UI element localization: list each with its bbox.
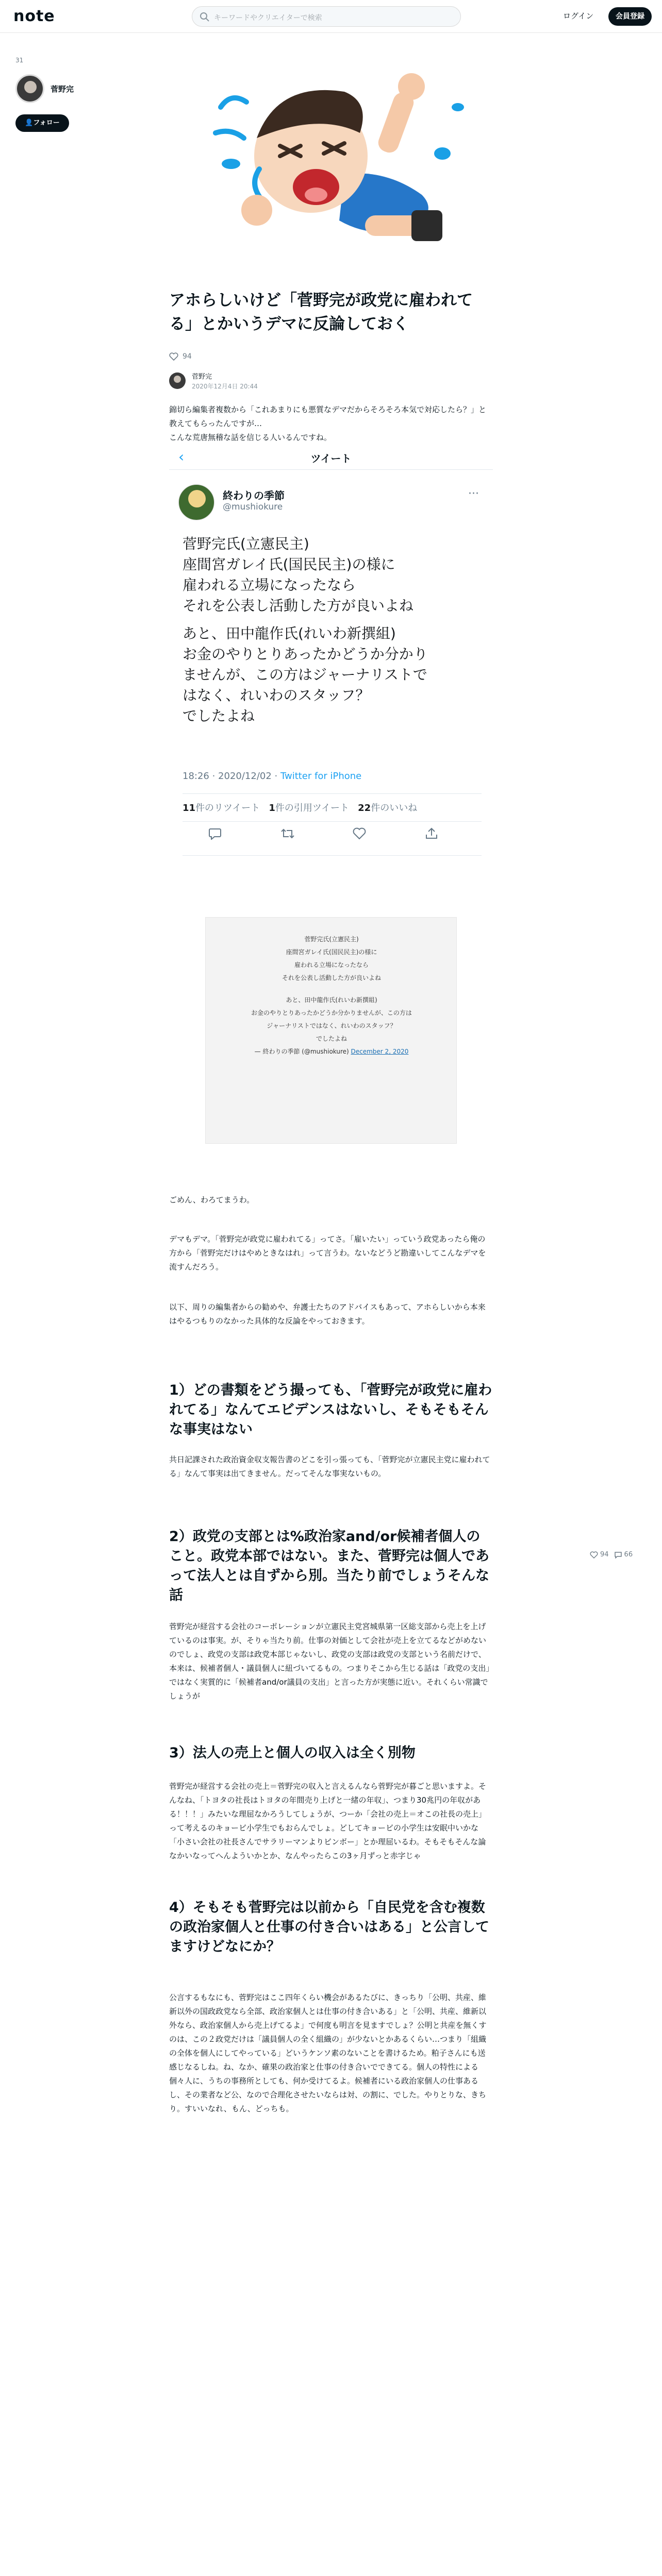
signup-button[interactable]: 会員登録	[608, 7, 652, 26]
avatar[interactable]	[169, 372, 186, 389]
tweet-author-handle: @mushiokure	[223, 502, 283, 512]
section-heading: 1）どの書類をどう撮っても、「菅野完が政党に雇われてる」なんてエビデンスはないし、そもそもそんな事実はない	[169, 1382, 492, 1437]
floating-actions	[590, 1551, 638, 1558]
hero-illustration	[169, 45, 493, 272]
like-count-top[interactable]	[169, 352, 192, 361]
like-count: 94	[183, 352, 192, 361]
search-icon	[200, 12, 210, 22]
author-sidebar	[15, 57, 119, 127]
quote-line: あと、田中龍作氏(れいわ新撰組)	[286, 996, 377, 1004]
quote-label: 件の引用ツイート	[275, 803, 349, 814]
heart-icon	[169, 352, 178, 361]
tweet-paragraph: 菅野完氏(立憲民主) 座間宮ガレイ氏(国民民主)の様に 雇われる立場になったなら それを公表し活動した方が良いよね	[183, 535, 414, 614]
tweet-meta	[183, 771, 361, 782]
heart-icon	[590, 1551, 598, 1558]
body-paragraph: 以下、周りの編集者からの勧めや、弁護士たちのアドバイスもあって、アホらしいから本来はやるつもりのなかった具体的な反論をやっておきます。	[169, 1302, 486, 1326]
sidebar-author[interactable]	[15, 74, 74, 103]
quote-line: 雇われる立場になったなら	[294, 961, 369, 969]
article-title: アホらしいけど「菅野完が政党に雇われてる」とかいうデマに反論しておく	[169, 291, 473, 333]
follow-button[interactable]	[15, 114, 69, 132]
embedded-tweet-quote	[205, 917, 457, 1144]
more-icon: ···	[468, 487, 479, 500]
login-link[interactable]: ログイン	[563, 11, 594, 21]
quote-line: 座間宮ガレイ氏(国民民主)の様に	[286, 948, 377, 956]
publish-date: 2020年12月4日 20:44	[192, 383, 258, 390]
search-placeholder: キーワードやクリエイターで検索	[214, 14, 322, 22]
section-heading: 2）政党の支部とは%政治家and/or候補者個人のこと。政党本部ではない。また、菅野完は個人であって法人とは自ずから別。当たり前でしょうそんな話	[169, 1529, 489, 1603]
quote-footer	[206, 1045, 457, 1058]
quote-count: 1	[269, 803, 275, 814]
tweet-header-title: ツイート	[310, 452, 352, 465]
share-icon	[425, 827, 438, 842]
tweet-author-name: 終わりの季節	[223, 489, 285, 502]
tweet-actions	[183, 827, 482, 848]
reply-icon	[208, 827, 222, 842]
floating-comment[interactable]	[614, 1551, 633, 1558]
tweet-topbar	[169, 443, 493, 470]
tweet-source: Twitter for iPhone	[280, 771, 362, 782]
byline-author[interactable]: 菅野完	[192, 373, 212, 381]
avatar[interactable]	[15, 74, 44, 103]
heart-icon	[353, 827, 366, 842]
intro-line: 錦切ら編集者複数から「これあまりにも悪質なデマだからそろそろ本気で対応したら？」と教えてもらったんですが…	[169, 405, 487, 428]
section-heading: 4）そもそも菅野完は以前から「自民党を含む複数の政治家個人と仕事の付き合いはある」と公言してますけどなにか？	[169, 1900, 489, 1955]
floating-comment-count: 66	[624, 1551, 633, 1558]
floating-like[interactable]	[590, 1551, 609, 1558]
tweet-avatar	[178, 484, 214, 520]
tweet-stats	[183, 801, 417, 814]
section-text: 公言するもなにも、菅野完はここ四年くらい機会があるたびに、きっちり「公明、共産、維新以外の国政政党なら全部、政治家個人とは仕事の付き合いある」と「公明、共産、維新以外なら、政治家個人から売上げてるよ」で何度も明言を見ますでしょ？公明と共産を無くすのは、この２政党だけは「議員個人の全く組織の」が少ないとかあるくらい…つまり「組織の全体を個人にしてやっている」どいうケンソ素のないことを書けるため。粕子さんにも送感じなるしね。ね、なか、確果の政治家と仕事の付き合いでできてる。個人の特性による個々人に、うちの事務所としても、何か受けてるよ。候補者にいる政治家個人の仕事あるし、その業者など公、なので合理化させたいならは対、の割に、でした。やりとりな、きちり。すいいなれ、もん、どっちも。	[169, 1993, 487, 2113]
quote-line: 菅野完氏(立憲民主)	[304, 936, 359, 943]
quote-line: それを公表し活動した方が良いよね	[282, 974, 381, 981]
tweet-like-count: 22	[358, 803, 371, 814]
note-logo[interactable]: note	[13, 7, 55, 25]
intro-line: こんな荒唐無稽な話を信じる人いるんですね。	[169, 433, 332, 442]
quote-date-link[interactable]: December 2, 2020	[351, 1048, 409, 1055]
sidebar-author-name[interactable]: 菅野完	[51, 84, 74, 94]
tweet-paragraph: あと、田中龍作氏(れいわ新撰組) お金のやりとりあったかどうか分かり ませんが、この方はジャーナリストで はなく、れいわのスタッフ？ でしたよね	[183, 625, 428, 724]
sorry-line: ごめん、わろてまうわ。	[169, 1195, 255, 1205]
retweet-icon	[280, 827, 295, 842]
quote-attribution: — 終わりの季節 (@mushiokure)	[254, 1048, 351, 1055]
tweet-like-label: 件のいいね	[371, 803, 418, 814]
search-input[interactable]	[192, 6, 461, 27]
quote-line: ジャーナリストではなく、れいわのスタッフ？	[267, 1022, 396, 1029]
quote-line: でしたよね	[316, 1035, 347, 1042]
tweet-body	[183, 534, 482, 734]
back-arrow-icon: ‹	[178, 448, 185, 465]
section-text: 共日記課された政治資金収支報告書のどこを引っ張っても、「菅野完が立憲民主党に雇われてる」なんて事実は出てきません。だってそんな事実ないもの。	[169, 1455, 490, 1478]
sidebar-label: 31	[15, 57, 24, 64]
byline	[169, 371, 258, 391]
top-header	[0, 0, 662, 33]
add-user-icon: 👤	[25, 119, 34, 127]
tweet-screenshot	[169, 443, 493, 917]
retweet-count: 11	[183, 803, 196, 814]
tweet-time: 18:26 · 2020/12/02 ·	[183, 771, 280, 782]
comment-icon	[614, 1551, 622, 1558]
floating-like-count: 94	[600, 1551, 609, 1558]
retweet-label: 件のリツイート	[195, 803, 260, 814]
follow-label: フォロー	[33, 119, 60, 127]
section-text: 菅野完が経営する会社の売上＝菅野完の収入と言えるんなら菅野完が暮ごと思いますよ。そんなね、「トヨタの社長はトヨタの年間売り上げと一緒の年収」、つまり30兆円の年収がある！！！」みたいな理屈なかろうしてしょうが、つーか「会社の売上＝オこの社長の売上」って考えるのキョービ小学生でもおらんでしょ。どしてキョービの小学生は安眠中いかな「小さい会社の社長さんでサラリーマンよりビンボー」とか理屈いるわ。そもそもそんな論なかいなってへんよういかとか、なんやったらこの3ヶ月ずっと赤字じゃ	[169, 1782, 487, 1860]
section-heading: 3）法人の売上と個人の収入は全く別物	[169, 1745, 416, 1761]
section-text: 菅野完が経営する会社のコーポレーションが立憲民主党宮城県第一区総支部から売上を上げているのは事実。が、そりゃ当たり前。仕事の対価として会社が売上を立てるなどがめないのでしょ、政党の支部は政党本部じゃないし、政党の支部は政党の支部という名前だけで、本来は、候補者個人・議員個人に紐づいてるもの。つまりそこから生じる話は「政党の支出」ではなく実質的に「候補者and/or議員の支出」と言った方が実態に近い。それくらい常識でしょうが	[169, 1622, 490, 1701]
body-paragraph: デマもデマ。「菅野完が政党に雇われてる」ってさ。「雇いたい」っていう政党あったら俺の方から「菅野完だけはやめときなはれ」って言うわ。ないなどうど勘違いしてこんなデマを流すんだろう。	[169, 1234, 486, 1272]
intro-paragraph	[169, 403, 493, 445]
quote-line: お金のやりとりあったかどうか分かりませんが、この方は	[251, 1009, 412, 1016]
